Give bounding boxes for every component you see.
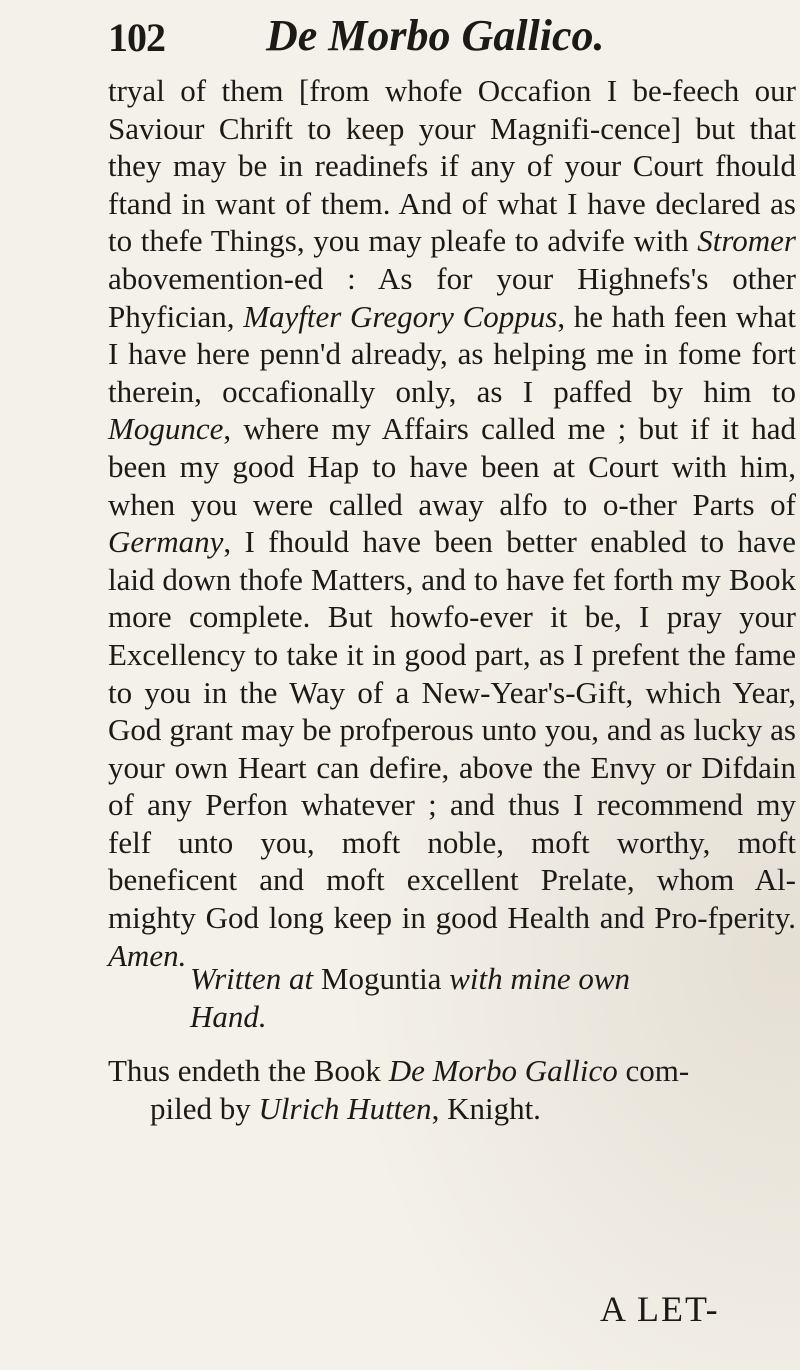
paragraph-text-4: , where my Affairs called me ; but if it had been my good Hap to have been at Court with him, when you were called away alfo to o-ther Parts of [108, 411, 796, 522]
running-title: De Morbo Gallico. [266, 11, 605, 60]
paragraph-text-2: abovemention-ed : As for your Highnefs's other Phyfician, [108, 260, 796, 334]
paragraph-text-3: , he hath feen what I have here penn'd already, as helping me in fome fort therein, occafionally only, as I paffed by him to [108, 298, 797, 409]
signature-written-at: Written at [190, 961, 314, 996]
place-germany: Germany [108, 524, 224, 560]
signature-block [190, 960, 790, 1036]
signature-place: Moguntia [320, 961, 442, 996]
signature-with-own: with mine own [449, 961, 631, 996]
name-stromer: Stromer [697, 223, 796, 259]
page-number: 102 [108, 15, 165, 60]
colophon-text-1: Thus endeth the Book [108, 1053, 389, 1088]
colophon-author: Ulrich Hutten [258, 1091, 432, 1126]
colophon-book-title: De Morbo Gallico [388, 1053, 618, 1088]
name-gregory-coppus: Mayfter Gregory Coppus [243, 298, 558, 334]
colophon-line-2 [108, 1090, 788, 1128]
catchword: A LET- [600, 1289, 720, 1329]
paragraph-text-1: tryal of them [from whofe Occafion I be-feech our Saviour Chrift to keep your Magnifi-cence] but that they may be in readinefs if any of your Court fhould ftand in want of them. And of what I have declared as to thefe Things, you may pleafe to advife with [108, 73, 796, 259]
colophon-text-2: com- [617, 1053, 690, 1088]
colophon [108, 1052, 788, 1128]
signature-hand: Hand. [190, 999, 267, 1034]
page-header [108, 6, 728, 66]
colophon-text-3: piled by [150, 1091, 259, 1126]
amen: Amen. [108, 937, 187, 973]
place-mogunce: Mogunce [108, 411, 224, 447]
paragraph-text-5: , I fhould have been better enabled to have laid down thofe Matters, and to have fet forth my Book more complete. But howfo-ever it be, I pray your Excellency to take it in good part, as I prefent the fame to you in the Way of a New-Year's-Gift, which Year, God grant may be profperous unto you, and as lucky as your own Heart can defire, above the Envy or Difdain of any Perfon whatever ; and thus I recommend my felf unto you, moft noble, moft worthy, moft beneficent and moft excellent Prelate, whom Al-mighty God long keep in good Health and Pro-fperity. [108, 524, 796, 936]
colophon-text-4: , Knight. [431, 1091, 541, 1126]
main-paragraph [108, 72, 796, 974]
